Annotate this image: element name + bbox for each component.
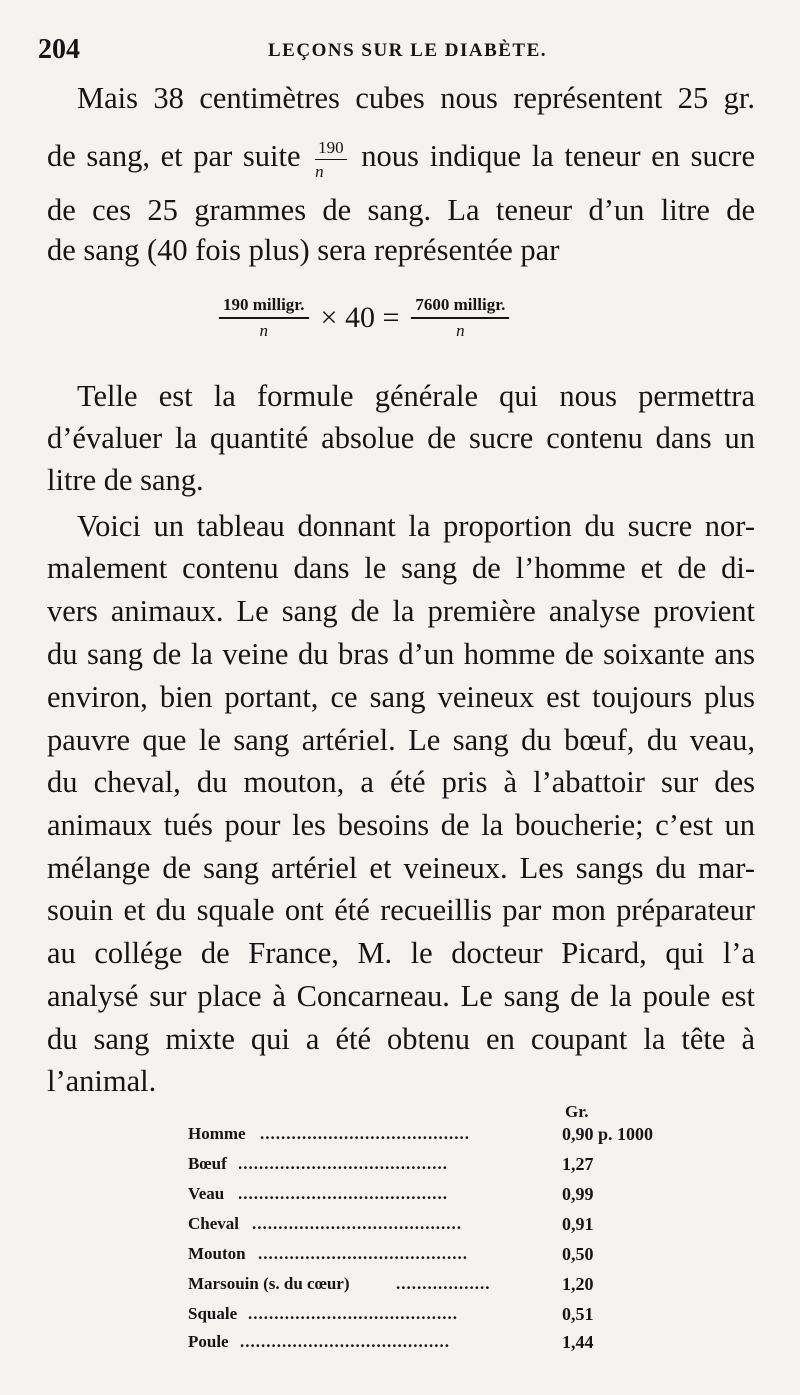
table-row bbox=[188, 1244, 708, 1270]
row-value: 0,99 bbox=[562, 1184, 594, 1204]
row-value: 1,44 bbox=[562, 1332, 594, 1352]
row-name: Poule bbox=[188, 1332, 229, 1351]
text-line: litre de sang. bbox=[47, 463, 204, 497]
text-line: Mais 38 centimètres cubes nous représentent 25 gr. bbox=[77, 81, 755, 115]
row-name: Cheval bbox=[188, 1214, 239, 1233]
row-value: 1,27 bbox=[562, 1154, 594, 1174]
formula bbox=[215, 296, 595, 356]
row-name: Marsouin (s. du cœur) bbox=[188, 1274, 350, 1293]
text-line: pauvre que le sang artériel. Le sang du bœuf, du veau, bbox=[47, 723, 755, 757]
text-line: Telle est la formule générale qui nous permettra bbox=[77, 379, 755, 413]
row-value: 1,20 bbox=[562, 1274, 594, 1294]
text-line: de sang (40 fois plus) sera représentée par bbox=[47, 233, 560, 267]
row-name: Squale bbox=[188, 1304, 238, 1323]
row-name: Veau bbox=[188, 1184, 225, 1203]
leader-dots: ........................................ bbox=[240, 1332, 450, 1351]
text-fragment: nous indique la teneur en sucre bbox=[361, 139, 756, 173]
text-line: du sang mixte qui a été obtenu en coupant la tête à bbox=[47, 1022, 755, 1056]
inline-fraction bbox=[315, 139, 347, 180]
row-name: Mouton bbox=[188, 1244, 246, 1263]
fraction-numerator: 190 milligr. bbox=[219, 296, 309, 319]
text-line: au collége de France, M. le docteur Picard, qui l’a bbox=[47, 936, 755, 970]
row-value: 0,91 bbox=[562, 1214, 594, 1234]
fraction-numerator: 190 bbox=[315, 139, 347, 160]
formula-left-fraction bbox=[219, 296, 309, 339]
fraction-denominator: n bbox=[315, 161, 324, 181]
table-row bbox=[188, 1124, 708, 1150]
formula-operator: × 40 = bbox=[320, 300, 400, 334]
leader-dots: ........................................ bbox=[260, 1124, 470, 1143]
leader-dots: ........................................ bbox=[252, 1214, 462, 1233]
table-row bbox=[188, 1184, 708, 1210]
text-line: souin et du squale ont été recueillis par mon préparateur bbox=[47, 893, 755, 927]
text-line: d’évaluer la quantité absolue de sucre contenu dans un bbox=[47, 421, 755, 455]
page-header bbox=[38, 34, 758, 74]
running-title: LEÇONS SUR LE DIABÈTE. bbox=[268, 40, 548, 61]
table-row bbox=[188, 1274, 708, 1300]
unit-header: Gr. bbox=[565, 1102, 589, 1121]
table-row bbox=[188, 1214, 708, 1240]
text-line: malement contenu dans le sang de l’homme et de di- bbox=[47, 551, 755, 585]
row-value: 0,90 p. 1000 bbox=[562, 1124, 654, 1144]
row-name: Homme bbox=[188, 1124, 246, 1143]
fraction-denominator: n bbox=[259, 321, 269, 340]
fraction-numerator: 7600 milligr. bbox=[411, 296, 509, 319]
text-line: Voici un tableau donnant la proportion du sucre nor- bbox=[77, 509, 755, 543]
row-value: 0,50 bbox=[562, 1244, 594, 1264]
leader-dots: ........................................ bbox=[258, 1244, 468, 1263]
formula-right-fraction bbox=[411, 296, 509, 339]
text-line: environ, bien portant, ce sang veineux est toujours plus bbox=[47, 680, 755, 714]
text-line-with-fraction bbox=[47, 137, 756, 181]
text-line: de ces 25 grammes de sang. La teneur d’un litre de bbox=[47, 193, 755, 227]
text-line: animaux tués pour les besoins de la boucherie; c’est un bbox=[47, 808, 755, 842]
row-value: 0,51 bbox=[562, 1304, 594, 1324]
table-row bbox=[188, 1304, 708, 1330]
leader-dots: .................. bbox=[396, 1274, 491, 1293]
text-line: l’animal. bbox=[47, 1064, 157, 1098]
text-line: vers animaux. Le sang de la première analyse provient bbox=[47, 594, 755, 628]
fraction-denominator: n bbox=[456, 321, 465, 340]
row-name: Bœuf bbox=[188, 1154, 227, 1173]
leader-dots: ........................................ bbox=[248, 1304, 458, 1323]
text-line: du sang de la veine du bras d’un homme de soixante ans bbox=[47, 637, 755, 671]
text-line: du cheval, du mouton, a été pris à l’abattoir sur des bbox=[47, 765, 755, 799]
page-number: 204 bbox=[38, 34, 80, 65]
table-row bbox=[188, 1332, 708, 1358]
text-line: analysé sur place à Concarneau. Le sang de la poule est bbox=[47, 979, 755, 1013]
table-row bbox=[188, 1154, 708, 1180]
leader-dots: ........................................ bbox=[238, 1154, 448, 1173]
leader-dots: ........................................ bbox=[238, 1184, 448, 1203]
text-fragment: de sang, et par suite bbox=[47, 139, 301, 173]
text-line: mélange de sang artériel et veineux. Les sangs du mar- bbox=[47, 851, 755, 885]
